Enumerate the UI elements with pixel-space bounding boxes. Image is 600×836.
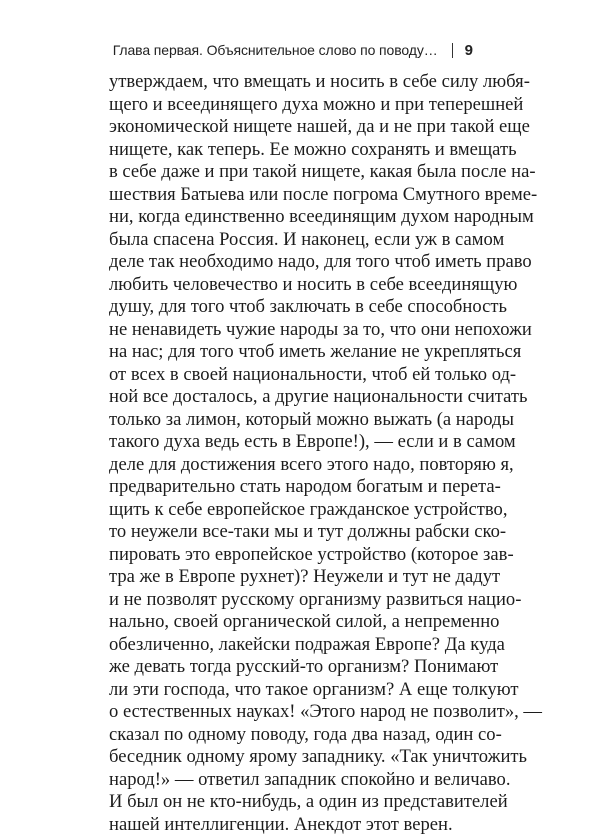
text-line: то неужели все-таки мы и тут должны рабски ско- <box>109 521 481 544</box>
text-line: ной все досталось, а другие национальности считать <box>109 386 481 409</box>
text-line: предварительно стать народом богатым и перета- <box>109 476 481 499</box>
text-line: пировать это европейское устройство (которое зав- <box>109 544 481 567</box>
text-line: на нас; для того чтоб иметь желание не укрепляться <box>109 341 481 364</box>
body-text <box>109 71 481 836</box>
text-line: сказал по одному поводу, года два назад, один со- <box>109 724 481 747</box>
text-line: щего и всеединящего духа можно и при теперешней <box>109 94 481 117</box>
text-line: деле для достижения всего этого надо, повторяю я, <box>109 454 481 477</box>
text-line: от всех в своей национальности, чтоб ей только од- <box>109 364 481 387</box>
text-line: любить человечество и носить в себе всеединящую <box>109 274 481 297</box>
text-line: беседник одному ярому западнику. «Так уничтожить <box>109 746 481 769</box>
running-head <box>113 40 473 60</box>
text-line: ни, когда единственно всеединящим духом народным <box>109 206 481 229</box>
text-line: тра же в Европе рухнет)? Неужели и тут не дадут <box>109 566 481 589</box>
text-line: душу, для того чтоб заключать в себе способность <box>109 296 481 319</box>
text-line: и не позволят русскому организму развиться нацио- <box>109 589 481 612</box>
text-line: была спасена Россия. И наконец, если уж в самом <box>109 229 481 252</box>
text-line: шествия Батыева или после погрома Смутного време- <box>109 184 481 207</box>
text-line: в себе даже и при такой нищете, какая была после на- <box>109 161 481 184</box>
text-line: утверждаем, что вмещать и носить в себе силу любя- <box>109 71 481 94</box>
text-line: щить к себе европейское гражданское устройство, <box>109 499 481 522</box>
running-title: Глава первая. Объяснительное слово по поводу… <box>113 42 438 58</box>
text-line: не ненавидеть чужие народы за то, что они непохожи <box>109 319 481 342</box>
header-divider <box>452 43 453 58</box>
text-line: экономической нищете нашей, да и не при такой еще <box>109 116 481 139</box>
text-line: нально, своей органической силой, а непременно <box>109 611 481 634</box>
page-number: 9 <box>465 42 473 59</box>
text-line: обезличенно, лакейски подражая Европе? Да куда <box>109 634 481 657</box>
text-line: И был он не кто-нибудь, а один из представителей <box>109 791 481 814</box>
text-line: деле так необходимо надо, для того чтоб иметь право <box>109 251 481 274</box>
text-line: же девать тогда русский-то организм? Понимают <box>109 656 481 679</box>
text-line: ли эти господа, что такое организм? А еще толкуют <box>109 679 481 702</box>
text-line: о естественных науках! «Этого народ не позволит», — <box>109 701 481 724</box>
text-line: такого духа ведь есть в Европе!), — если и в самом <box>109 431 481 454</box>
text-line: только за лимон, который можно выжать (а народы <box>109 409 481 432</box>
text-line: нищете, как теперь. Ее можно сохранять и вмещать <box>109 139 481 162</box>
text-line: нашей интеллигенции. Анекдот этот верен. <box>109 814 481 836</box>
text-line: народ!» — ответил западник спокойно и величаво. <box>109 769 481 792</box>
